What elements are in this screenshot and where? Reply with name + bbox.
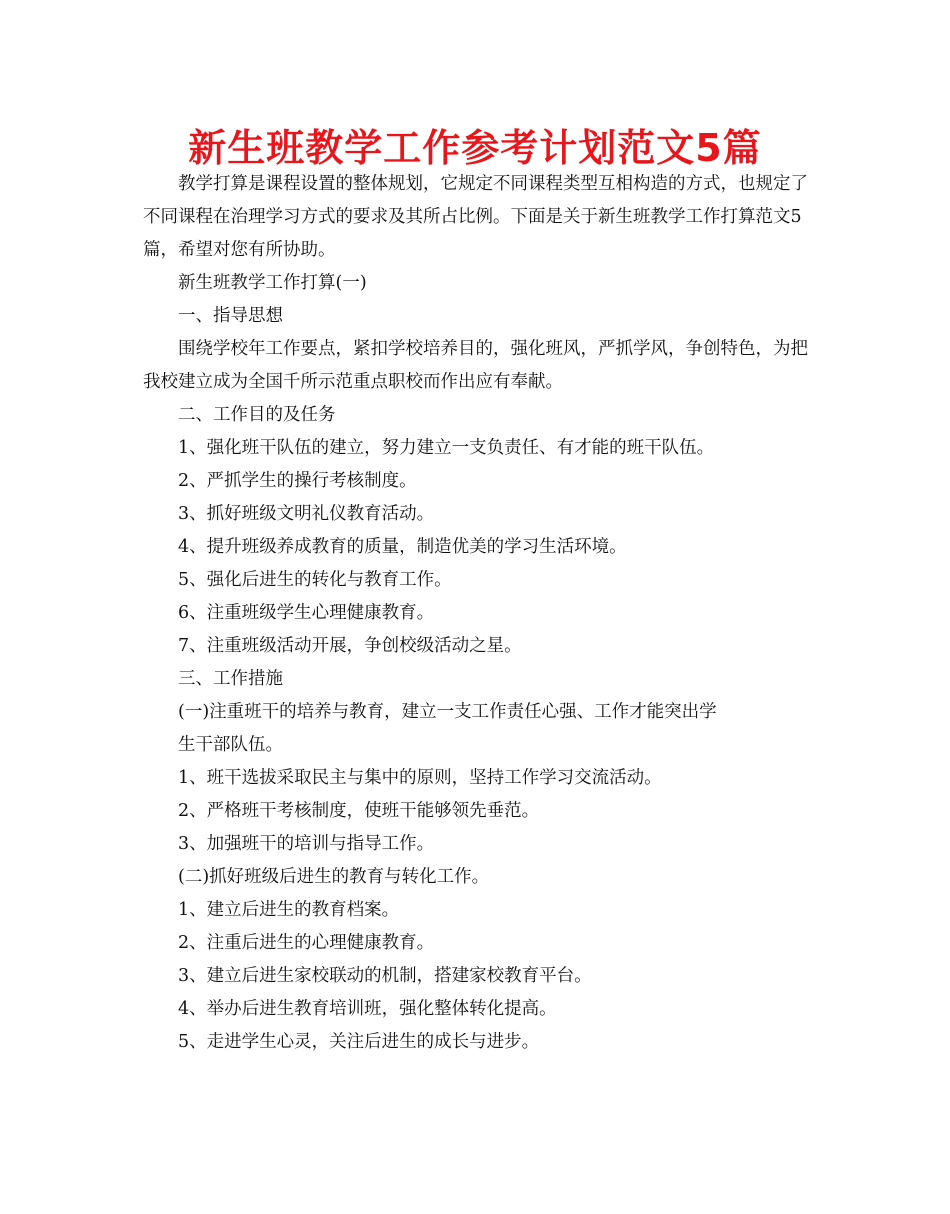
list-item: 二、工作目的及任务 (178, 405, 336, 425)
list-item: 一、指导思想 (178, 306, 283, 326)
list-item: 3、抓好班级文明礼仪教育活动。 (178, 504, 435, 524)
body-paragraph: 围绕学校年工作要点，紧扣学校培养目的，强化班风，严抓学风，争创特色，为把我校建立成为全国千所示范重点职校而作出应有奉献。 (143, 339, 808, 392)
document-body (143, 168, 808, 1059)
list-item: 新生班教学工作打算(一) (178, 273, 367, 293)
list-item: 1、班干选拔采取民主与集中的原则，坚持工作学习交流活动。 (178, 768, 662, 788)
document-title: 新生班教学工作参考计划范文5篇 (188, 126, 762, 170)
list-item: 2、严格班干考核制度，使班干能够领先垂范。 (178, 801, 540, 821)
list-item: 6、注重班级学生心理健康教育。 (178, 603, 435, 623)
list-item: 4、举办后进生教育培训班，强化整体转化提高。 (178, 999, 557, 1019)
list-item: 3、建立后进生家校联动的机制，搭建家校教育平台。 (178, 966, 592, 986)
list-item: 2、严抓学生的操行考核制度。 (178, 471, 417, 491)
list-item: 1、强化班干队伍的建立，努力建立一支负责任、有才能的班干队伍。 (178, 438, 715, 458)
list-item: 3、加强班干的培训与指导工作。 (178, 834, 435, 854)
list-item: 5、走进学生心灵，关注后进生的成长与进步。 (178, 1032, 540, 1052)
list-item: (一)注重班干的培养与教育，建立一支工作责任心强、工作才能突出学 (178, 702, 717, 722)
list-item: 2、注重后进生的心理健康教育。 (178, 933, 435, 953)
list-item: 三、工作措施 (178, 669, 283, 689)
list-item: 7、注重班级活动开展，争创校级活动之星。 (178, 636, 522, 656)
list-item: 5、强化后进生的转化与教育工作。 (178, 570, 452, 590)
list-item: 4、提升班级养成教育的质量，制造优美的学习生活环境。 (178, 537, 627, 557)
list-item: (二)抓好班级后进生的教育与转化工作。 (178, 867, 490, 887)
list-item: 1、建立后进生的教育档案。 (178, 900, 400, 920)
body-paragraph: 教学打算是课程设置的整体规划，它规定不同课程类型互相构造的方式，也规定了不同课程在治理学习方式的要求及其所占比例。下面是关于新生班教学工作打算范文5篇，希望对您有所协助。 (143, 174, 808, 260)
list-item: 生干部队伍。 (178, 735, 283, 755)
